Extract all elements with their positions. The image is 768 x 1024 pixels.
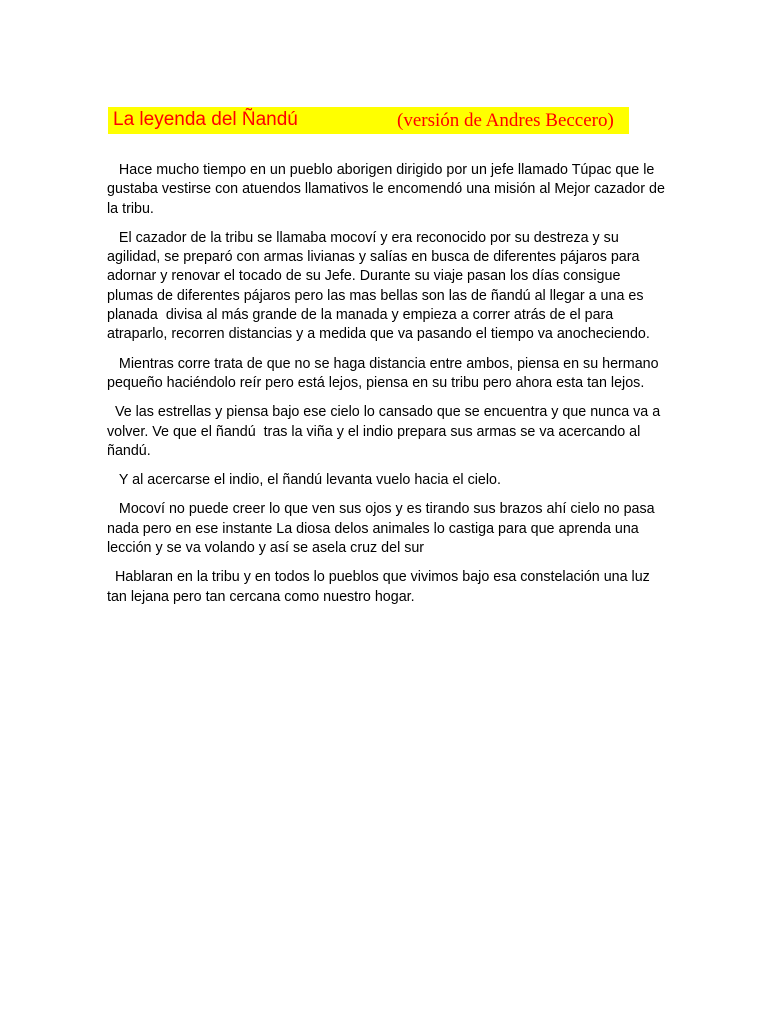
paragraph: Mocoví no puede creer lo que ven sus ojos y es tirando sus brazos ahí cielo no pasa nada pero en ese instante La diosa delos animales lo castiga para que aprenda una lección y se va volando y así se asela cruz del sur [107,501,659,557]
paragraph: El cazador de la tribu se llamaba mocoví y era reconocido por su destreza y su agilidad, se preparó con armas livianas y salías en busca de diferentes pájaros para adornar y renovar el tocado de su Jefe. Durante su viaje pasan los días consigue plumas de diferentes pájaros pero las mas bellas son las de ñandú al llegar a una es planada divisa al más grande de la manada y empieza a correr atrás de el para atraparlo, recorren distancias y a medida que va pasando el tiempo va anocheciendo. [107,229,650,343]
paragraph: Hace mucho tiempo en un pueblo aborigen dirigido por un jefe llamado Túpac que le gustaba vestirse con atuendos llamativos le encomendó una misión al Mejor cazador de la tribu. [107,162,669,217]
document-version: (versión de Andres Beccero) [397,110,614,131]
paragraph: Hablaran en la tribu y en todos lo pueblos que vivimos bajo esa constelación una luz tan lejana pero tan cercana como nuestro hogar. [107,569,654,605]
document-title: La leyenda del Ñandú [113,109,298,130]
paragraph: Mientras corre trata de que no se haga distancia entre ambos, piensa en su hermano pequeño haciéndolo reír pero está lejos, piensa en su tribu pero ahora esta tan lejos. [107,355,663,391]
title-highlight [108,107,629,134]
paragraph: Ve las estrellas y piensa bajo ese cielo lo cansado que se encuentra y que nunca va a volver. Ve que el ñandú tras la viña y el indio prepara sus armas se va acercando al ñandú. [107,404,665,459]
document-body [107,161,667,617]
paragraph: Y al acercarse el indio, el ñandú levanta vuelo hacia el cielo. [107,472,501,489]
